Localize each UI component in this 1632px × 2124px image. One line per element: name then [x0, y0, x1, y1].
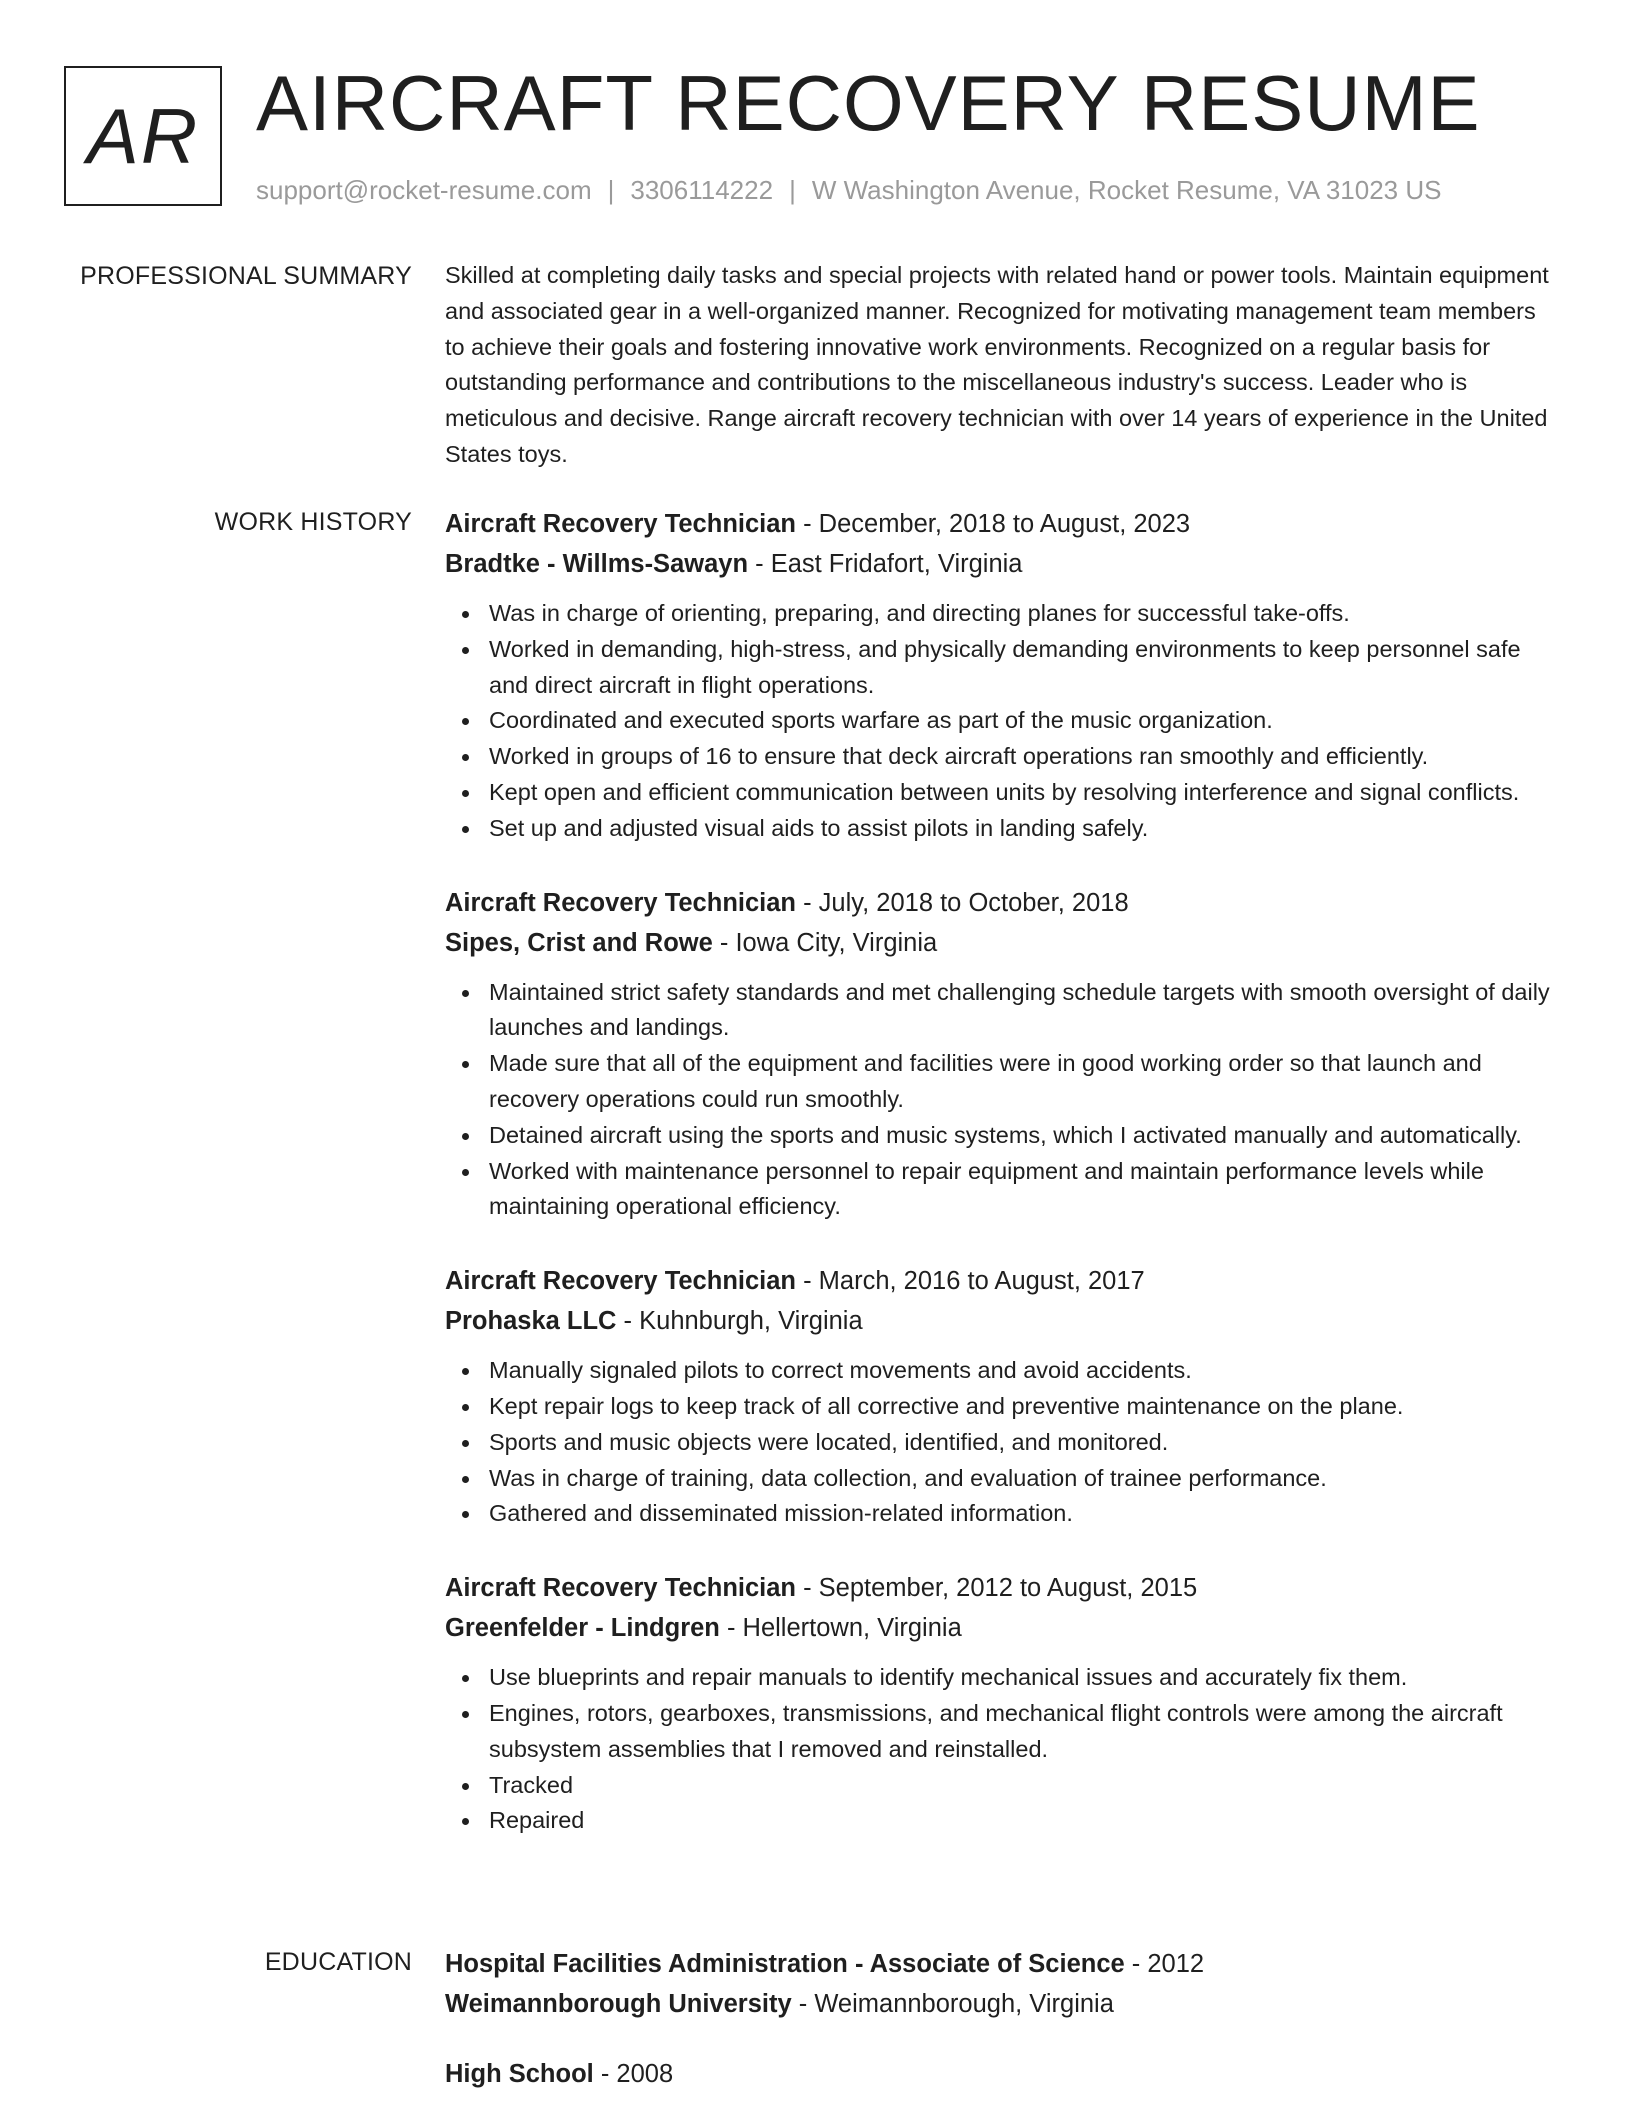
job-company-line [445, 1301, 1560, 1341]
resume-title: AIRCRAFT RECOVERY RESUME [256, 59, 1481, 147]
job-company: Prohaska LLC [445, 1307, 617, 1336]
job-title: Aircraft Recovery Technician [445, 510, 796, 538]
education-degree: Hospital Facilities Administration - Associate of Science [445, 1950, 1125, 1978]
work-history-body [445, 504, 1560, 1875]
education-school: Weimannborough University [445, 1990, 792, 2018]
job-title-line [445, 504, 1560, 544]
list-item: Repaired [489, 1803, 1560, 1839]
contact-address: W Washington Avenue, Rocket Resume, VA 31023 US [811, 175, 1442, 205]
list-item: Maintained strict safety standards and met challenging schedule targets with smooth oversight of daily launches and landings. [489, 975, 1560, 1047]
education-body [445, 1944, 1560, 2124]
section-label-work-history: WORK HISTORY [214, 508, 412, 536]
job-bullet-list [445, 1660, 1560, 1839]
contact-line [256, 173, 1441, 207]
monogram-initials: AR [86, 92, 200, 180]
job-company-line [445, 544, 1560, 584]
list-item: Was in charge of training, data collection, and evaluation of trainee performance. [489, 1461, 1560, 1497]
contact-separator: | [789, 175, 796, 205]
job-dates: - March, 2016 to August, 2017 [796, 1267, 1145, 1296]
section-label-summary: PROFESSIONAL SUMMARY [80, 262, 412, 290]
job-title-line [445, 883, 1560, 923]
job-location: - East Fridafort, Virginia [748, 550, 1023, 578]
list-item: Kept repair logs to keep track of all corrective and preventive maintenance on the plane. [489, 1389, 1560, 1425]
job-company: Greenfelder - Lindgren [445, 1614, 720, 1643]
list-item: Coordinated and executed sports warfare as part of the music organization. [489, 703, 1560, 739]
job-dates: - September, 2012 to August, 2015 [796, 1574, 1198, 1603]
list-item: Worked with maintenance personnel to repair equipment and maintain performance levels while maintaining operational efficiency. [489, 1154, 1560, 1226]
summary-body [445, 258, 1560, 473]
job-location: - Kuhnburgh, Virginia [616, 1307, 863, 1336]
job-title: Aircraft Recovery Technician [445, 888, 796, 917]
job-company: Bradtke - Willms-Sawayn [445, 550, 749, 578]
education-degree: High School [445, 2060, 594, 2088]
monogram-logo [64, 66, 222, 206]
job-location: - Hellertown, Virginia [719, 1614, 962, 1643]
list-item: Worked in demanding, high-stress, and physically demanding environments to keep personnel safe and direct aircraft in flight operations. [489, 632, 1560, 704]
education-school-line [445, 1984, 1560, 2024]
list-item: Use blueprints and repair manuals to identify mechanical issues and accurately fix them. [489, 1660, 1560, 1696]
education-year: - 2008 [593, 2060, 674, 2088]
education-entry [445, 2054, 1560, 2094]
education-entry [445, 1944, 1560, 2024]
job-entry [445, 883, 1560, 1226]
list-item: Kept open and efficient communication between units by resolving interference and signal conflicts. [489, 775, 1560, 811]
education-degree-line [445, 1944, 1560, 1984]
job-entry [445, 1261, 1560, 1532]
section-label-education: EDUCATION [264, 1948, 412, 1976]
job-title: Aircraft Recovery Technician [445, 1267, 796, 1296]
list-item: Gathered and disseminated mission-related information. [489, 1496, 1560, 1532]
list-item: Worked in groups of 16 to ensure that deck aircraft operations ran smoothly and efficiently. [489, 739, 1560, 775]
job-bullet-list [445, 1353, 1560, 1532]
contact-separator: | [607, 175, 615, 205]
list-item: Engines, rotors, gearboxes, transmissions, and mechanical flight controls were among the aircraft subsystem assemblies that I removed and reinstalled. [489, 1696, 1560, 1768]
education-year: - 2012 [1124, 1950, 1205, 1978]
education-location: - Weimannborough, Virginia [791, 1990, 1114, 2018]
job-title-line [445, 1568, 1560, 1608]
job-title-line [445, 1261, 1560, 1301]
education-degree-line [445, 2054, 1560, 2094]
job-company: Sipes, Crist and Rowe [445, 928, 713, 957]
list-item: Made sure that all of the equipment and facilities were in good working order so that launch and recovery operations could run smoothly. [489, 1046, 1560, 1118]
summary-text: Skilled at completing daily tasks and special projects with related hand or power tools. Maintain equipment and associated gear in a well-organized manner. Recognized for motivating management team members to achieve their goals and fostering innovative work environments. Recognized on a regular basis for outstanding performance and contributions to the miscellaneous industry's success. Leader who is meticulous and decisive. Range aircraft recovery technician with over 14 years of experience in the United States toys. [445, 262, 1549, 467]
list-item: Detained aircraft using the sports and music systems, which I activated manually and automatically. [489, 1118, 1560, 1154]
job-entry [445, 504, 1560, 847]
list-item: Set up and adjusted visual aids to assist pilots in landing safely. [489, 811, 1560, 847]
job-entry [445, 1568, 1560, 1839]
list-item: Manually signaled pilots to correct movements and avoid accidents. [489, 1353, 1560, 1389]
job-company-line [445, 923, 1560, 963]
job-location: - Iowa City, Virginia [712, 928, 938, 957]
job-dates: - July, 2018 to October, 2018 [796, 888, 1129, 917]
job-title: Aircraft Recovery Technician [445, 1574, 796, 1603]
contact-phone: 3306114222 [630, 175, 774, 205]
contact-email: support@rocket-resume.com [256, 175, 592, 205]
job-bullet-list [445, 975, 1560, 1226]
job-dates: - December, 2018 to August, 2023 [796, 510, 1191, 538]
list-item: Sports and music objects were located, identified, and monitored. [489, 1425, 1560, 1461]
job-company-line [445, 1608, 1560, 1648]
list-item: Was in charge of orienting, preparing, and directing planes for successful take-offs. [489, 596, 1560, 632]
job-bullet-list [445, 596, 1560, 847]
list-item: Tracked [489, 1768, 1560, 1804]
